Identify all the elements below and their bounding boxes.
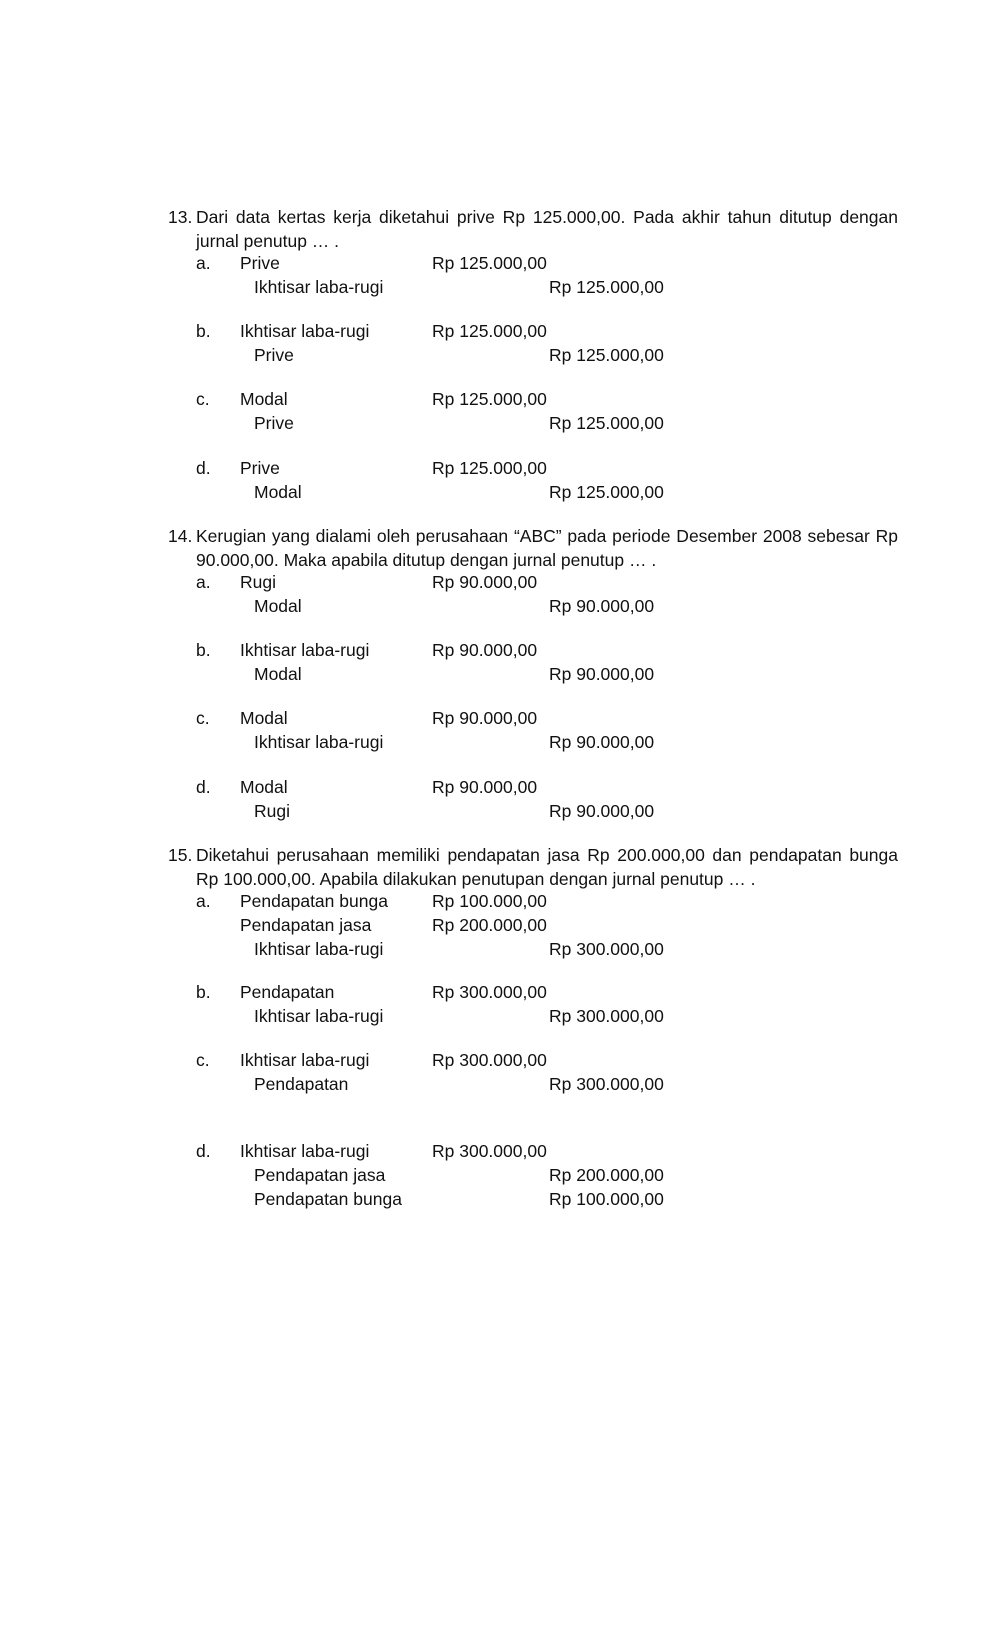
- debit-amount: Rp 90.000,00: [432, 708, 538, 728]
- debit-amount: Rp 125.000,00: [432, 389, 547, 409]
- credit-account: Modal: [254, 596, 302, 616]
- option-13c: [196, 387, 716, 435]
- option-14c: [196, 706, 716, 754]
- option-13d: [196, 456, 716, 504]
- option-letter: b.: [196, 321, 211, 341]
- option-15c: [196, 1048, 716, 1096]
- credit-account: Prive: [254, 413, 294, 433]
- option-15d: [196, 1139, 716, 1211]
- debit-amount: Rp 90.000,00: [432, 640, 538, 660]
- credit-account: Ikhtisar laba-rugi: [254, 732, 384, 752]
- option-letter: a.: [196, 253, 211, 273]
- debit-amount: Rp 100.000,00: [432, 891, 547, 911]
- option-letter: c.: [196, 1050, 210, 1070]
- credit-account: Ikhtisar laba-rugi: [254, 939, 384, 959]
- debit-account: Modal: [240, 777, 288, 797]
- credit-account: Ikhtisar laba-rugi: [254, 1006, 384, 1026]
- credit-account: Modal: [254, 664, 302, 684]
- debit-amount: Rp 300.000,00: [432, 982, 547, 1002]
- debit-account: Ikhtisar laba-rugi: [240, 640, 370, 660]
- question-number: 13.: [168, 207, 193, 227]
- question-number: 14.: [168, 526, 193, 546]
- credit-account: Pendapatan bunga: [254, 1189, 402, 1209]
- option-15a: [196, 889, 716, 961]
- option-letter: a.: [196, 572, 211, 592]
- credit-amount: Rp 125.000,00: [549, 277, 664, 297]
- debit-account: Pendapatan: [240, 982, 335, 1002]
- option-letter: a.: [196, 891, 211, 911]
- debit-account: Modal: [240, 708, 288, 728]
- debit-amount: Rp 300.000,00: [432, 1050, 547, 1070]
- credit-amount: Rp 300.000,00: [549, 939, 664, 959]
- question-text: Diketahui perusahaan memiliki pendapatan jasa Rp 200.000,00 dan pendapatan bunga Rp 100.000,00. Apabila dilakukan penutupan dengan jurnal penutup … .: [196, 845, 898, 889]
- credit-amount: Rp 125.000,00: [549, 345, 664, 365]
- option-15b: [196, 980, 716, 1028]
- debit-amount: Rp 125.000,00: [432, 253, 547, 273]
- credit-amount: Rp 90.000,00: [549, 732, 655, 752]
- debit-account: Pendapatan bunga: [240, 891, 388, 911]
- credit-amount: Rp 90.000,00: [549, 596, 655, 616]
- credit-account: Rugi: [254, 801, 290, 821]
- option-letter: d.: [196, 458, 211, 478]
- credit-account: Modal: [254, 482, 302, 502]
- option-letter: c.: [196, 389, 210, 409]
- credit-amount: Rp 300.000,00: [549, 1074, 664, 1094]
- credit-amount: Rp 100.000,00: [549, 1189, 664, 1209]
- debit-account: Ikhtisar laba-rugi: [240, 321, 370, 341]
- credit-account: Prive: [254, 345, 294, 365]
- credit-amount: Rp 125.000,00: [549, 413, 664, 433]
- debit-amount: Rp 125.000,00: [432, 458, 547, 478]
- option-14b: [196, 638, 716, 686]
- debit-account: Prive: [240, 253, 280, 273]
- option-13b: [196, 319, 716, 367]
- debit-account: Ikhtisar laba-rugi: [240, 1141, 370, 1161]
- option-letter: d.: [196, 777, 211, 797]
- question-15: [168, 843, 898, 891]
- debit-amount: Rp 90.000,00: [432, 572, 538, 592]
- debit-account: Rugi: [240, 572, 276, 592]
- credit-amount: Rp 125.000,00: [549, 482, 664, 502]
- debit-account: Pendapatan jasa: [240, 915, 372, 935]
- option-13a: [196, 251, 716, 299]
- credit-account: Ikhtisar laba-rugi: [254, 277, 384, 297]
- credit-amount: Rp 90.000,00: [549, 664, 655, 684]
- debit-account: Prive: [240, 458, 280, 478]
- credit-account: Pendapatan jasa: [254, 1165, 386, 1185]
- question-text: Dari data kertas kerja diketahui prive Rp 125.000,00. Pada akhir tahun ditutup dengan jurnal penutup … .: [196, 207, 898, 251]
- credit-amount: Rp 300.000,00: [549, 1006, 664, 1026]
- option-letter: c.: [196, 708, 210, 728]
- credit-amount: Rp 90.000,00: [549, 801, 655, 821]
- debit-amount: Rp 200.000,00: [432, 915, 547, 935]
- option-14d: [196, 775, 716, 823]
- question-text: Kerugian yang dialami oleh perusahaan “ABC” pada periode Desember 2008 sebesar Rp 90.000,00. Maka apabila ditutup dengan jurnal penutup … .: [196, 526, 898, 570]
- debit-account: Modal: [240, 389, 288, 409]
- question-14: [168, 524, 898, 572]
- option-letter: b.: [196, 982, 211, 1002]
- question-13: [168, 205, 898, 253]
- option-letter: b.: [196, 640, 211, 660]
- debit-amount: Rp 90.000,00: [432, 777, 538, 797]
- question-number: 15.: [168, 845, 193, 865]
- debit-amount: Rp 300.000,00: [432, 1141, 547, 1161]
- debit-amount: Rp 125.000,00: [432, 321, 547, 341]
- option-letter: d.: [196, 1141, 211, 1161]
- debit-account: Ikhtisar laba-rugi: [240, 1050, 370, 1070]
- credit-amount: Rp 200.000,00: [549, 1165, 664, 1185]
- credit-account: Pendapatan: [254, 1074, 349, 1094]
- option-14a: [196, 570, 716, 618]
